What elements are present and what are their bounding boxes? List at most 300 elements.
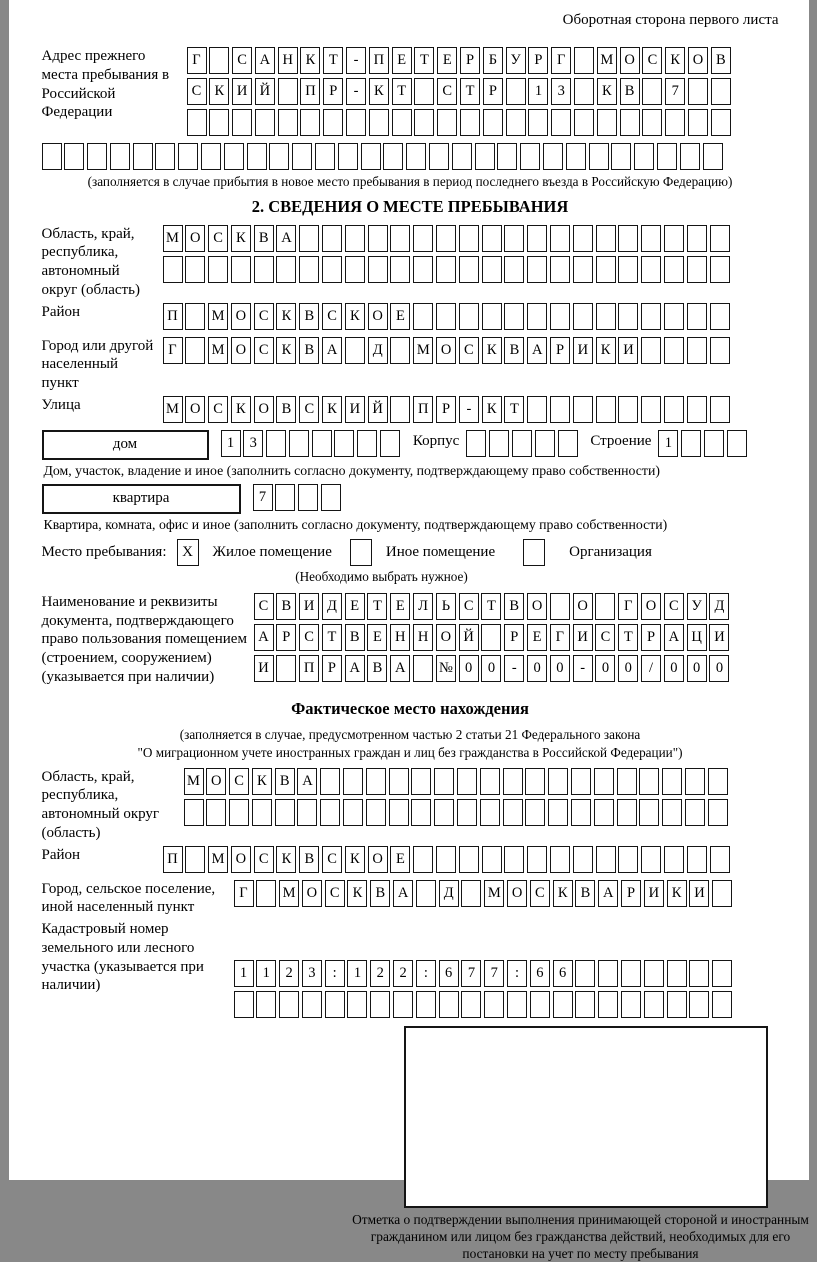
char-box[interactable] <box>163 256 183 283</box>
char-box[interactable] <box>573 225 593 252</box>
char-box[interactable] <box>641 846 661 873</box>
char-box[interactable] <box>687 396 707 423</box>
char-box[interactable] <box>664 303 684 330</box>
char-box[interactable] <box>209 47 229 74</box>
char-box[interactable]: И <box>618 337 638 364</box>
char-box[interactable] <box>178 143 198 170</box>
char-box[interactable] <box>361 143 381 170</box>
char-box[interactable] <box>618 225 638 252</box>
char-box[interactable] <box>642 78 662 105</box>
char-box[interactable] <box>413 225 433 252</box>
char-box[interactable] <box>461 880 481 907</box>
char-box[interactable] <box>689 960 709 987</box>
char-box[interactable]: К <box>553 880 573 907</box>
char-box[interactable]: М <box>163 225 183 252</box>
char-box[interactable] <box>596 303 616 330</box>
char-box[interactable] <box>530 991 550 1018</box>
char-box[interactable] <box>573 396 593 423</box>
char-box[interactable] <box>527 846 547 873</box>
char-box[interactable] <box>550 396 570 423</box>
char-box[interactable]: 1 <box>221 430 241 457</box>
char-box[interactable] <box>504 256 524 283</box>
char-box[interactable]: Й <box>255 78 275 105</box>
char-box[interactable] <box>208 256 228 283</box>
char-box[interactable] <box>209 109 229 136</box>
char-box[interactable]: Е <box>527 624 547 651</box>
char-box[interactable]: М <box>208 846 228 873</box>
char-box[interactable]: К <box>369 78 389 105</box>
char-box[interactable]: О <box>620 47 640 74</box>
char-box[interactable]: В <box>276 396 296 423</box>
char-box[interactable]: 6 <box>553 960 573 987</box>
char-box[interactable] <box>482 846 502 873</box>
char-box[interactable] <box>275 799 295 826</box>
char-box[interactable] <box>42 143 62 170</box>
char-box[interactable] <box>551 109 571 136</box>
char-box[interactable] <box>436 303 456 330</box>
char-box[interactable] <box>187 109 207 136</box>
char-box[interactable] <box>685 768 705 795</box>
char-box[interactable] <box>383 143 403 170</box>
char-box[interactable] <box>279 991 299 1018</box>
char-box[interactable] <box>289 430 309 457</box>
char-box[interactable] <box>390 225 410 252</box>
char-box[interactable]: О <box>573 593 593 620</box>
char-box[interactable] <box>252 799 272 826</box>
char-box[interactable]: Г <box>550 624 570 651</box>
char-box[interactable]: В <box>276 593 296 620</box>
char-box[interactable]: Д <box>368 337 388 364</box>
char-box[interactable] <box>346 109 366 136</box>
char-box[interactable]: Т <box>392 78 412 105</box>
checkbox-zhiloe-pomeshchenie[interactable]: X <box>177 539 199 566</box>
char-box[interactable]: Д <box>709 593 729 620</box>
char-box[interactable] <box>667 960 687 987</box>
char-box[interactable]: К <box>276 303 296 330</box>
char-box[interactable]: С <box>208 225 228 252</box>
char-box[interactable]: К <box>597 78 617 105</box>
char-box[interactable] <box>550 303 570 330</box>
char-box[interactable] <box>528 109 548 136</box>
char-box[interactable] <box>644 960 664 987</box>
char-box[interactable]: № <box>436 655 456 682</box>
char-box[interactable] <box>711 78 731 105</box>
char-box[interactable] <box>484 991 504 1018</box>
char-box[interactable]: С <box>254 846 274 873</box>
char-box[interactable] <box>416 991 436 1018</box>
char-box[interactable]: М <box>184 768 204 795</box>
char-box[interactable] <box>459 256 479 283</box>
char-box[interactable] <box>618 303 638 330</box>
char-box[interactable]: - <box>459 396 479 423</box>
char-box[interactable]: А <box>345 655 365 682</box>
char-box[interactable] <box>727 430 747 457</box>
char-box[interactable]: В <box>275 768 295 795</box>
char-box[interactable] <box>429 143 449 170</box>
char-box[interactable]: Б <box>483 47 503 74</box>
char-box[interactable]: С <box>299 624 319 651</box>
char-box[interactable] <box>617 768 637 795</box>
char-box[interactable]: Е <box>390 303 410 330</box>
char-box[interactable] <box>416 880 436 907</box>
char-box[interactable] <box>712 991 732 1018</box>
char-box[interactable] <box>512 430 532 457</box>
char-box[interactable] <box>224 143 244 170</box>
char-box[interactable] <box>299 256 319 283</box>
char-box[interactable]: К <box>231 396 251 423</box>
char-box[interactable]: О <box>231 303 251 330</box>
char-box[interactable]: С <box>208 396 228 423</box>
char-box[interactable]: 1 <box>658 430 678 457</box>
char-box[interactable]: Ь <box>436 593 456 620</box>
char-box[interactable]: Н <box>278 47 298 74</box>
char-box[interactable] <box>345 225 365 252</box>
char-box[interactable] <box>366 799 386 826</box>
char-box[interactable]: Г <box>618 593 638 620</box>
char-box[interactable] <box>489 430 509 457</box>
char-box[interactable] <box>366 768 386 795</box>
char-box[interactable] <box>64 143 84 170</box>
char-box[interactable] <box>664 256 684 283</box>
char-box[interactable]: И <box>644 880 664 907</box>
char-box[interactable] <box>527 225 547 252</box>
char-box[interactable]: В <box>254 225 274 252</box>
char-box[interactable] <box>206 799 226 826</box>
char-box[interactable] <box>535 430 555 457</box>
char-box[interactable]: Л <box>413 593 433 620</box>
char-box[interactable] <box>573 303 593 330</box>
char-box[interactable] <box>573 846 593 873</box>
char-box[interactable]: 2 <box>393 960 413 987</box>
char-box[interactable] <box>185 303 205 330</box>
char-box[interactable]: С <box>254 593 274 620</box>
char-box[interactable] <box>589 143 609 170</box>
char-box[interactable] <box>229 799 249 826</box>
char-box[interactable]: / <box>641 655 661 682</box>
char-box[interactable] <box>618 256 638 283</box>
char-box[interactable] <box>598 991 618 1018</box>
char-box[interactable]: О <box>368 303 388 330</box>
char-box[interactable]: К <box>345 303 365 330</box>
char-box[interactable] <box>315 143 335 170</box>
char-box[interactable] <box>553 991 573 1018</box>
char-box[interactable]: Е <box>392 47 412 74</box>
char-box[interactable]: К <box>276 846 296 873</box>
char-box[interactable]: А <box>255 47 275 74</box>
char-box[interactable] <box>664 337 684 364</box>
char-box[interactable] <box>480 768 500 795</box>
char-box[interactable] <box>525 799 545 826</box>
char-box[interactable] <box>685 799 705 826</box>
char-box[interactable]: С <box>664 593 684 620</box>
char-box[interactable] <box>413 303 433 330</box>
char-box[interactable] <box>665 109 685 136</box>
char-box[interactable] <box>460 109 480 136</box>
char-box[interactable]: К <box>667 880 687 907</box>
char-box[interactable]: 3 <box>243 430 263 457</box>
char-box[interactable] <box>201 143 221 170</box>
char-box[interactable]: - <box>504 655 524 682</box>
char-box[interactable]: Т <box>460 78 480 105</box>
char-box[interactable]: С <box>459 337 479 364</box>
char-box[interactable] <box>507 991 527 1018</box>
char-box[interactable]: М <box>484 880 504 907</box>
char-box[interactable] <box>389 768 409 795</box>
char-box[interactable] <box>641 256 661 283</box>
char-box[interactable]: 3 <box>302 960 322 987</box>
char-box[interactable] <box>457 799 477 826</box>
char-box[interactable]: С <box>187 78 207 105</box>
char-box[interactable]: 1 <box>256 960 276 987</box>
char-box[interactable] <box>664 396 684 423</box>
char-box[interactable] <box>357 430 377 457</box>
char-box[interactable] <box>434 768 454 795</box>
char-box[interactable] <box>710 396 730 423</box>
char-box[interactable]: 2 <box>279 960 299 987</box>
char-box[interactable] <box>641 337 661 364</box>
char-box[interactable]: 2 <box>370 960 390 987</box>
char-box[interactable]: А <box>297 768 317 795</box>
char-box[interactable] <box>278 78 298 105</box>
char-box[interactable]: 7 <box>253 484 273 511</box>
char-box[interactable]: И <box>689 880 709 907</box>
char-box[interactable]: М <box>208 303 228 330</box>
char-box[interactable] <box>437 109 457 136</box>
char-box[interactable]: П <box>299 655 319 682</box>
char-box[interactable] <box>595 593 615 620</box>
char-box[interactable] <box>594 799 614 826</box>
char-box[interactable]: О <box>641 593 661 620</box>
char-box[interactable] <box>390 337 410 364</box>
char-box[interactable] <box>708 799 728 826</box>
char-box[interactable] <box>481 624 501 651</box>
char-box[interactable] <box>275 484 295 511</box>
char-box[interactable] <box>641 303 661 330</box>
char-box[interactable]: О <box>507 880 527 907</box>
char-box[interactable]: К <box>482 337 502 364</box>
char-box[interactable]: В <box>299 846 319 873</box>
char-box[interactable]: А <box>254 624 274 651</box>
char-box[interactable] <box>687 256 707 283</box>
char-box[interactable] <box>506 78 526 105</box>
char-box[interactable] <box>598 960 618 987</box>
char-box[interactable] <box>575 991 595 1018</box>
char-box[interactable]: Д <box>322 593 342 620</box>
char-box[interactable]: 0 <box>664 655 684 682</box>
char-box[interactable]: К <box>347 880 367 907</box>
char-box[interactable]: В <box>345 624 365 651</box>
char-box[interactable]: Т <box>618 624 638 651</box>
char-box[interactable]: И <box>299 593 319 620</box>
char-box[interactable]: А <box>527 337 547 364</box>
char-box[interactable] <box>87 143 107 170</box>
char-box[interactable]: У <box>506 47 526 74</box>
char-box[interactable] <box>297 799 317 826</box>
char-box[interactable] <box>687 846 707 873</box>
char-box[interactable] <box>390 256 410 283</box>
char-box[interactable]: К <box>252 768 272 795</box>
char-box[interactable]: Р <box>483 78 503 105</box>
char-box[interactable] <box>185 337 205 364</box>
char-box[interactable] <box>689 991 709 1018</box>
char-box[interactable] <box>641 396 661 423</box>
char-box[interactable]: С <box>254 303 274 330</box>
char-box[interactable]: О <box>688 47 708 74</box>
char-box[interactable] <box>548 799 568 826</box>
char-box[interactable]: В <box>370 880 390 907</box>
char-box[interactable] <box>680 143 700 170</box>
char-box[interactable]: К <box>231 225 251 252</box>
char-box[interactable] <box>574 47 594 74</box>
char-box[interactable] <box>574 78 594 105</box>
char-box[interactable] <box>558 430 578 457</box>
char-box[interactable] <box>480 799 500 826</box>
char-box[interactable]: В <box>711 47 731 74</box>
char-box[interactable]: Т <box>414 47 434 74</box>
char-box[interactable]: : <box>325 960 345 987</box>
char-box[interactable]: Р <box>460 47 480 74</box>
char-box[interactable] <box>483 109 503 136</box>
char-box[interactable] <box>155 143 175 170</box>
char-box[interactable] <box>393 991 413 1018</box>
char-box[interactable]: И <box>709 624 729 651</box>
char-box[interactable]: О <box>527 593 547 620</box>
char-box[interactable] <box>687 337 707 364</box>
char-box[interactable]: Д <box>439 880 459 907</box>
char-box[interactable]: - <box>573 655 593 682</box>
char-box[interactable] <box>413 256 433 283</box>
char-box[interactable] <box>504 225 524 252</box>
char-box[interactable]: П <box>163 303 183 330</box>
char-box[interactable] <box>459 225 479 252</box>
char-box[interactable] <box>413 655 433 682</box>
char-box[interactable] <box>459 303 479 330</box>
char-box[interactable] <box>712 880 732 907</box>
char-box[interactable]: И <box>573 337 593 364</box>
char-box[interactable] <box>482 256 502 283</box>
char-box[interactable]: Т <box>481 593 501 620</box>
char-box[interactable] <box>634 143 654 170</box>
char-box[interactable]: М <box>413 337 433 364</box>
char-box[interactable] <box>597 109 617 136</box>
char-box[interactable] <box>321 484 341 511</box>
char-box[interactable]: Р <box>528 47 548 74</box>
char-box[interactable] <box>320 799 340 826</box>
char-box[interactable]: Р <box>641 624 661 651</box>
char-box[interactable]: Ц <box>687 624 707 651</box>
char-box[interactable] <box>639 768 659 795</box>
char-box[interactable] <box>596 225 616 252</box>
char-box[interactable] <box>320 768 340 795</box>
char-box[interactable]: 7 <box>484 960 504 987</box>
char-box[interactable] <box>380 430 400 457</box>
char-box[interactable] <box>234 991 254 1018</box>
char-box[interactable]: С <box>322 846 342 873</box>
char-box[interactable] <box>322 225 342 252</box>
char-box[interactable]: С <box>642 47 662 74</box>
char-box[interactable] <box>525 768 545 795</box>
char-box[interactable] <box>312 430 332 457</box>
char-box[interactable]: 0 <box>618 655 638 682</box>
char-box[interactable] <box>550 256 570 283</box>
char-box[interactable] <box>620 109 640 136</box>
char-box[interactable] <box>345 337 365 364</box>
char-box[interactable] <box>571 768 591 795</box>
char-box[interactable]: - <box>346 47 366 74</box>
char-box[interactable] <box>414 78 434 105</box>
char-box[interactable]: В <box>504 593 524 620</box>
char-box[interactable] <box>411 799 431 826</box>
char-box[interactable]: Е <box>390 846 410 873</box>
char-box[interactable] <box>596 846 616 873</box>
char-box[interactable]: 0 <box>709 655 729 682</box>
char-box[interactable]: О <box>302 880 322 907</box>
char-box[interactable] <box>133 143 153 170</box>
char-box[interactable] <box>566 143 586 170</box>
char-box[interactable]: Р <box>550 337 570 364</box>
char-box[interactable]: М <box>279 880 299 907</box>
char-box[interactable] <box>436 225 456 252</box>
char-box[interactable]: В <box>504 337 524 364</box>
char-box[interactable] <box>681 430 701 457</box>
char-box[interactable]: О <box>436 624 456 651</box>
char-box[interactable]: 6 <box>530 960 550 987</box>
char-box[interactable] <box>710 846 730 873</box>
char-box[interactable] <box>269 143 289 170</box>
char-box[interactable]: С <box>530 880 550 907</box>
char-box[interactable] <box>662 768 682 795</box>
char-box[interactable] <box>571 799 591 826</box>
char-box[interactable]: С <box>229 768 249 795</box>
char-box[interactable]: 1 <box>528 78 548 105</box>
char-box[interactable] <box>255 109 275 136</box>
char-box[interactable] <box>527 396 547 423</box>
char-box[interactable] <box>247 143 267 170</box>
char-box[interactable] <box>300 109 320 136</box>
char-box[interactable] <box>712 960 732 987</box>
char-box[interactable] <box>497 143 517 170</box>
char-box[interactable]: 7 <box>461 960 481 987</box>
char-box[interactable]: С <box>322 303 342 330</box>
char-box[interactable] <box>704 430 724 457</box>
char-box[interactable]: О <box>185 225 205 252</box>
char-box[interactable] <box>550 846 570 873</box>
char-box[interactable]: К <box>300 47 320 74</box>
char-box[interactable]: - <box>346 78 366 105</box>
char-box[interactable] <box>548 768 568 795</box>
char-box[interactable] <box>461 991 481 1018</box>
char-box[interactable] <box>575 960 595 987</box>
char-box[interactable] <box>710 225 730 252</box>
char-box[interactable] <box>278 109 298 136</box>
char-box[interactable]: 0 <box>687 655 707 682</box>
char-box[interactable]: К <box>482 396 502 423</box>
char-box[interactable] <box>711 109 731 136</box>
char-box[interactable] <box>527 303 547 330</box>
char-box[interactable]: С <box>299 396 319 423</box>
char-box[interactable]: 0 <box>481 655 501 682</box>
char-box[interactable] <box>459 846 479 873</box>
char-box[interactable]: Н <box>413 624 433 651</box>
char-box[interactable]: И <box>232 78 252 105</box>
char-box[interactable]: П <box>163 846 183 873</box>
char-box[interactable] <box>232 109 252 136</box>
char-box[interactable]: 6 <box>439 960 459 987</box>
char-box[interactable]: К <box>209 78 229 105</box>
char-box[interactable]: В <box>367 655 387 682</box>
char-box[interactable]: С <box>254 337 274 364</box>
char-box[interactable] <box>231 256 251 283</box>
